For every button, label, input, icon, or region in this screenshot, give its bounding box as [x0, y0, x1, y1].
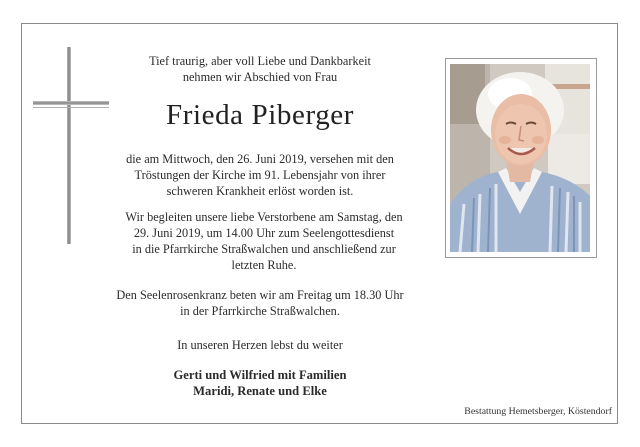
funeral-line: letzten Ruhe. — [231, 258, 297, 272]
intro-line: nehmen wir Abschied von Frau — [182, 70, 338, 84]
death-line: schweren Krankheit erlöst worden ist. — [166, 184, 354, 198]
funeral-home-credit: Bestattung Hemetsberger, Köstendorf — [464, 406, 612, 417]
rosary-line: in der Pfarrkirche Straßwalchen. — [180, 304, 340, 318]
cross-icon — [67, 47, 71, 244]
deceased-name: Frieda Piberger — [165, 99, 355, 131]
funeral-line: 29. Juni 2019, um 14.00 Uhr zum Seelengottesdienst — [133, 226, 395, 240]
death-text — [95, 151, 425, 199]
death-line: die am Mittwoch, den 26. Juni 2019, versehen mit den — [126, 152, 394, 166]
funeral-line: in die Pfarrkirche Straßwalchen und anschließend zur — [132, 242, 396, 256]
death-line: Tröstungen der Kirche im 91. Lebensjahr von ihrer — [134, 168, 386, 182]
intro-line: Tief traurig, aber voll Liebe und Dankbarkeit — [149, 54, 371, 68]
intro-text — [95, 53, 425, 85]
family-signature — [95, 367, 425, 399]
rosary-line: Den Seelenrosenkranz beten wir am Freitag um 18.30 Uhr — [116, 288, 404, 302]
family-line: Gerti und Wilfried mit Familien — [173, 368, 347, 382]
family-line: Maridi, Renate und Elke — [193, 384, 327, 398]
portrait-photo — [450, 64, 590, 252]
motto-text: In unseren Herzen lebst du weiter — [177, 338, 343, 352]
funeral-text — [110, 209, 418, 273]
rosary-text — [95, 287, 425, 319]
funeral-line: Wir begleiten unsere liebe Verstorbene am Samstag, den — [125, 210, 403, 224]
